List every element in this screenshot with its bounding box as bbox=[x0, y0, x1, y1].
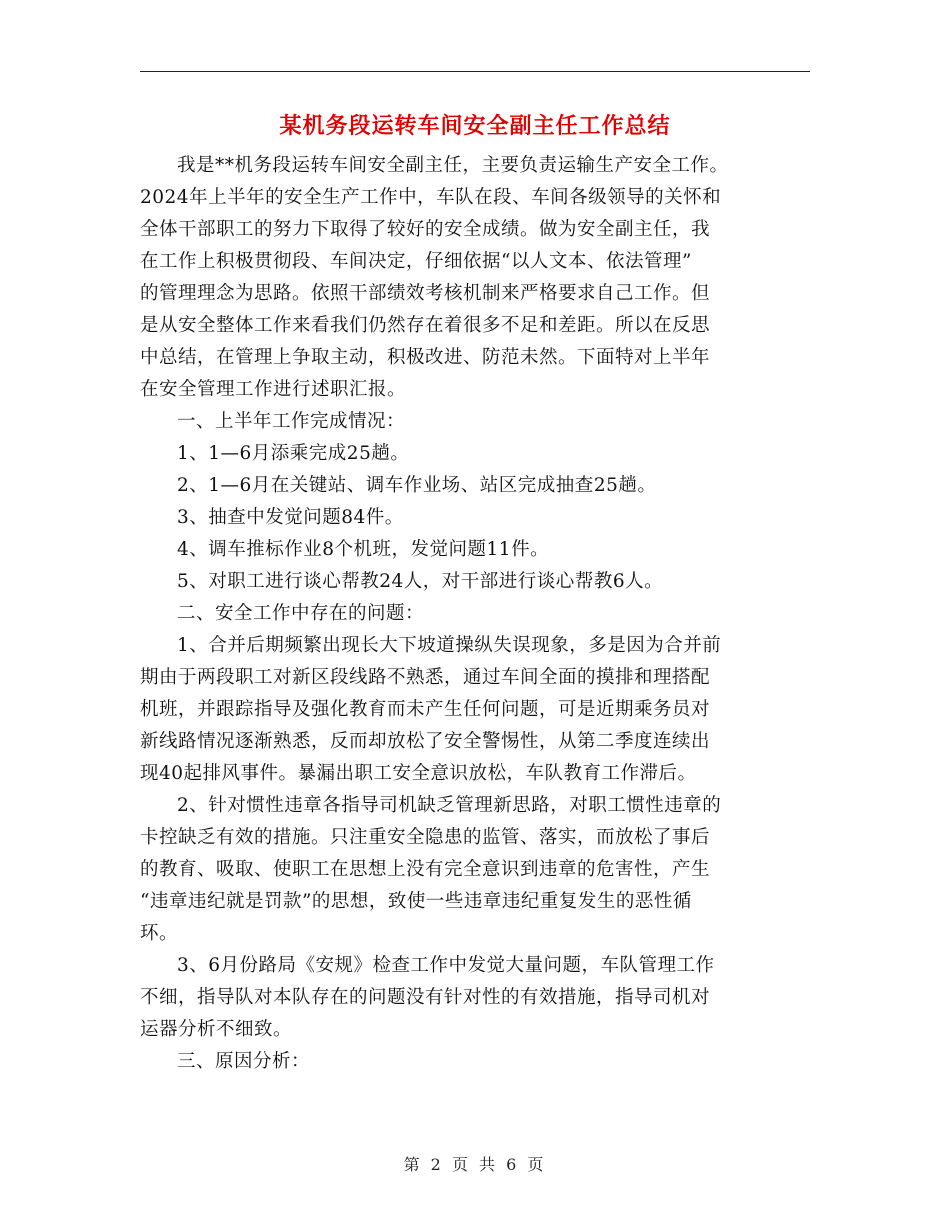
document-body bbox=[140, 150, 810, 1078]
text-line: “违章违纪就是罚款”的思想，致使一些违章违纪重复发生的恶性循 bbox=[140, 891, 692, 912]
text-line: 的教育、吸取、使职工在思想上没有完全意识到违章的危害性，产生 bbox=[140, 859, 711, 880]
text-line: 机班，并跟踪指导及强化教育而未产生任何问题，可是近期乘务员对 bbox=[140, 699, 711, 720]
text-line: 是从安全整体工作来看我们仍然存在着很多不足和差距。所以在反思 bbox=[140, 315, 711, 336]
text-line: 不细，指导队对本队存在的问题没有针对性的有效措施，指导司机对 bbox=[140, 987, 711, 1008]
text-line: 我是**机务段运转车间安全副主任，主要负责运输生产安全工作。 bbox=[177, 155, 729, 176]
section-heading: 二、安全工作中存在的问题： bbox=[177, 603, 425, 624]
section-heading: 三、原因分析： bbox=[177, 1051, 311, 1072]
page-footer: 第 2 页 共 6 页 bbox=[403, 1155, 547, 1174]
header-rule bbox=[140, 71, 810, 72]
text-line: 环。 bbox=[140, 923, 179, 944]
text-line: 3、6月份路局《安规》检查工作中发觉大量问题，车队管理工作 bbox=[177, 955, 715, 976]
list-item: 2、1—6月在关键站、调车作业场、站区完成抽查25趟。 bbox=[177, 475, 657, 496]
text-line: 全体干部职工的努力下取得了较好的安全成绩。做为安全副主任，我 bbox=[140, 219, 711, 240]
text-line: 现40起排风事件。暴漏出职工安全意识放松，车队教育工作滞后。 bbox=[140, 763, 697, 784]
text-line: 中总结，在管理上争取主动，积极改进、防范未然。下面特对上半年 bbox=[140, 347, 711, 368]
text-line: 2024年上半年的安全生产工作中，车队在段、车间各级领导的关怀和 bbox=[140, 187, 722, 208]
text-line: 在工作上积极贯彻段、车间决定，仔细依据“以人文本、依法管理” bbox=[140, 251, 692, 272]
text-line: 运器分析不细致。 bbox=[140, 1019, 293, 1040]
text-line: 的管理理念为思路。依照干部绩效考核机制来严格要求自己工作。但 bbox=[140, 283, 711, 304]
text-line: 在安全管理工作进行述职汇报。 bbox=[140, 379, 407, 400]
text-line: 2、针对惯性违章各指导司机缺乏管理新思路，对职工惯性违章的 bbox=[177, 795, 722, 816]
text-line: 新线路情况逐渐熟悉，反而却放松了安全警惕性，从第二季度连续出 bbox=[140, 731, 711, 752]
section-heading: 一、上半年工作完成情况： bbox=[177, 411, 406, 432]
document-title: 某机务段运转车间安全副主任工作总结 bbox=[279, 113, 671, 139]
list-item: 3、抽查中发觉问题84件。 bbox=[177, 507, 404, 528]
text-line: 卡控缺乏有效的措施。只注重安全隐患的监管、落实，而放松了事后 bbox=[140, 827, 711, 848]
list-item: 1、1—6月添乘完成25趟。 bbox=[177, 443, 410, 464]
text-line: 1、合并后期频繁出现长大下坡道操纵失误现象，多是因为合并前 bbox=[177, 635, 722, 656]
text-line: 期由于两段职工对新区段线路不熟悉，通过车间全面的摸排和理搭配 bbox=[140, 667, 711, 688]
list-item: 5、对职工进行谈心帮教24人，对干部进行谈心帮教6人。 bbox=[177, 571, 664, 592]
list-item: 4、调车推标作业8个机班，发觉问题11件。 bbox=[177, 539, 550, 560]
